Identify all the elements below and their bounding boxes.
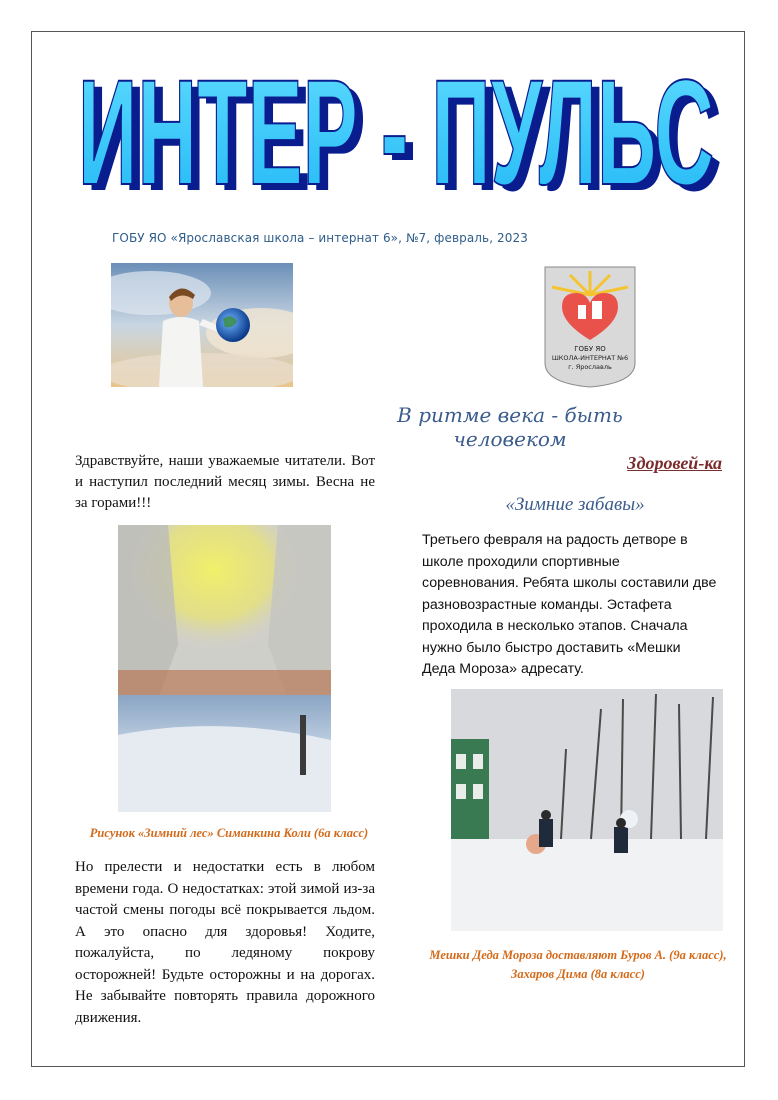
article-line: разновозрастные команды. Эстафета [422,596,672,613]
winter-forest-painting [118,525,331,812]
section-heading: Здоровей-ка [627,453,722,473]
motto: В ритме века - быть человеком [397,403,623,451]
article-line: Третьего февраля на радость детворе в [422,532,688,548]
issue-subtitle: ГОБУ ЯО «Ярославская школа – интернат 6», №7, февраль, 2023 [112,231,528,245]
school-emblem [540,265,640,390]
article-line: Деда Мороза» адресату. [422,661,584,677]
snow-relay-photo [451,689,723,931]
emblem-line3: г. Ярославль [568,363,612,371]
snow-photo-caption: Мешки Деда Мороза доставляют Буров А. (9а класс), Захаров Дима (8а класс) [429,948,727,981]
emblem-line1: ГОБУ ЯО [574,345,606,353]
masthead-wordart [60,38,740,208]
article-paragraph [422,530,722,681]
article-line: нужно было быстро доставить «Мешки [422,639,681,656]
masthead-title: ИНТЕР - ПУЛЬС [78,48,714,208]
article-line: проходила в несколько этапов. Сначала [422,618,688,634]
article-line: школе проходили спортивные [422,553,620,570]
boy-with-globe-photo [111,263,293,387]
article-line: соревнования. Ребята школы составили две [422,575,717,591]
masthead-title-shadow: ИНТЕР - ПУЛЬС [86,54,722,208]
winter-paragraph: Но прелести и недостатки есть в любом времени года. О недостатках: этой зимой из-за частой смены погоды всё покрывается льдом. А это опасно для здоровья! Ходите, пожалуйста, по ледяному покрову осторожней! Будьте осторожны и на дорогах. Не забывайте повторять правила дорожного движения. [75,859,375,1026]
emblem-line2: ШКОЛА-ИНТЕРНАТ №6 [551,354,629,362]
article-title: «Зимние забавы» [505,494,645,515]
intro-paragraph: Здравствуйте, наши уважаемые читатели. Вот и наступил последний месяц зимы. Весна не за горами!!! [75,453,375,511]
painting-caption: Рисунок «Зимний лес» Симанкина Коли (6а класс) [89,826,369,840]
